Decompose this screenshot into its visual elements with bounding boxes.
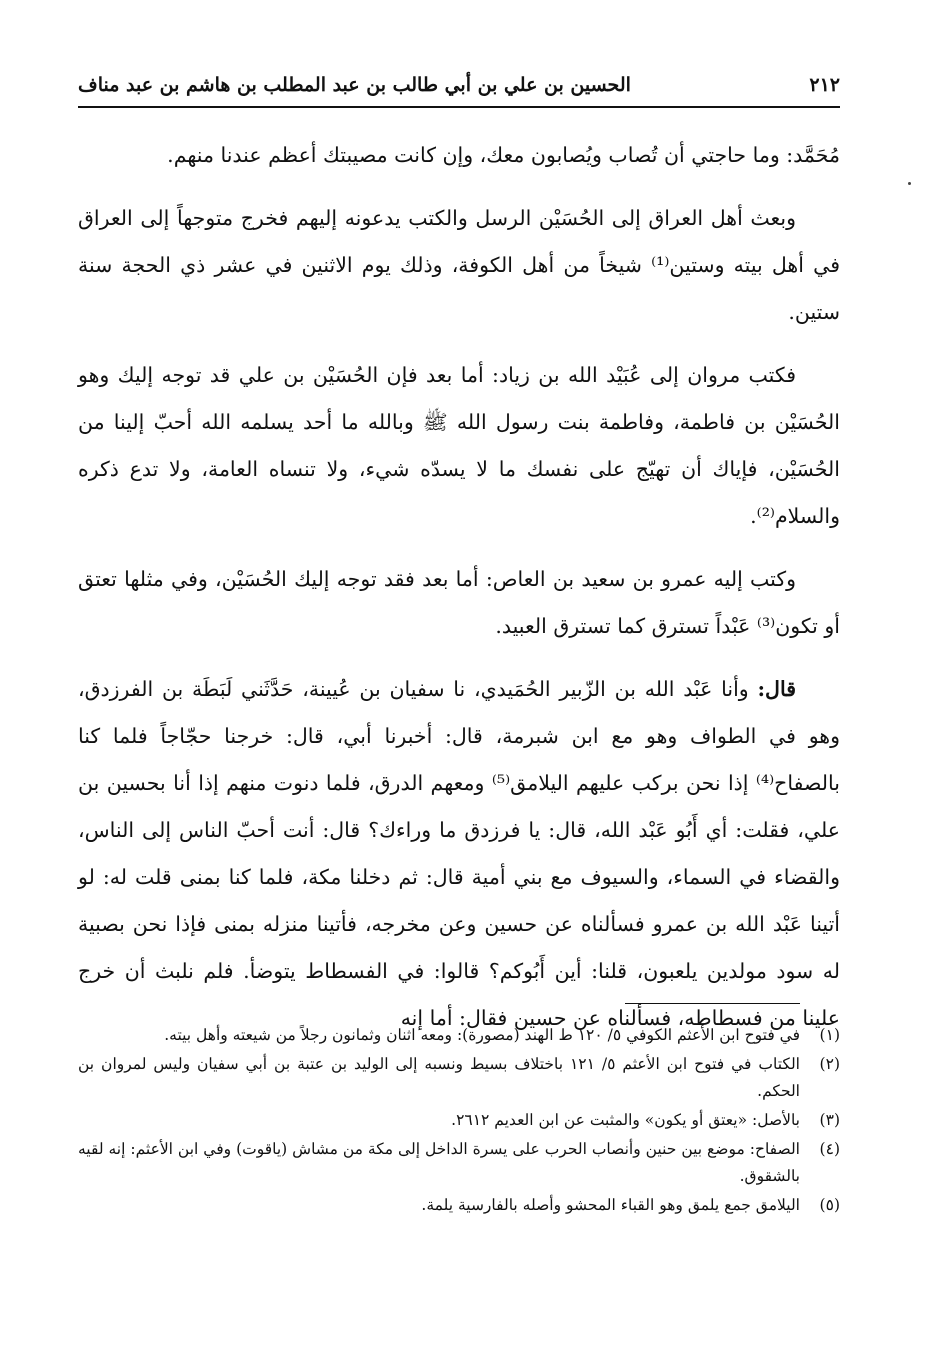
footnote-number: (٢) (819, 1055, 840, 1073)
footnote (78, 1136, 840, 1190)
page-number: ٢١٢ (809, 74, 840, 96)
footnote-text: الكتاب في فتوح ابن الأعثم ٥/ ١٢١ باختلاف بسيط ونسبه إلى الوليد بن عتبة بن أبي سفيان وليس لمروان بن الحكم. (78, 1055, 800, 1100)
main-text (78, 132, 840, 1058)
footnote (78, 1022, 840, 1049)
margin-speck (908, 182, 911, 185)
footnote-number: (٤) (819, 1140, 840, 1158)
footnote-text: اليلامق جمع يلمق وهو القباء المحشو وأصله بالفارسية يلمة. (421, 1196, 800, 1214)
paragraph-5-text: وأنا عَبْد الله بن الزّبير الحُمَيدي، نا سفيان بن عُيينة، حَدَّثَني لَبَطَة بن الفرزدق، وهو في الطواف وهو مع ابن شبرمة، قال: أخبرنا أبي، قال: خرجنا حجّاجاً فلما كنا بالصفاح⁽⁴⁾ إذا نحن بركب عليهم اليلامق⁽⁵⁾ ومعهم الدرق، فلما دنوت منهم إذا أنا بحسين بن علي، فقلت: أي أَبُو عَبْد الله، قال: يا فرزدق ما وراءك؟ قال: أنت أحبّ الناس إلى الناس، والقضاء في السماء، والسيوف مع بني أمية قال: ثم دخلنا مكة، فلما كنا بمنى قلت له: لو أتينا عَبْد الله بن عمرو فسألناه عن حسين وعن مخرجه، فأتينا منزله بمنى فإذا نحن بصبية له سود مولدين يلعبون، قلنا: أين أَبُوكم؟ قالوا: في الفسطاط يتوضأ. فلم نلبث أن خرج علينا من فسطاطه، فسألناه عن حسين فقال: أما إنه (78, 677, 840, 1030)
footnote (78, 1051, 840, 1105)
footnote (78, 1192, 840, 1219)
footnote-number: (٥) (819, 1196, 840, 1214)
footnote-text: بالأصل: «يعتق أو يكون» والمثبت عن ابن العديم ٢٦١٢. (451, 1111, 800, 1129)
footnote-number: (١) (819, 1026, 840, 1044)
paragraph-4: وكتب إليه عمرو بن سعيد بن العاص: أما بعد فقد توجه إليك الحُسَيْن، وفي مثلها تعتق أو تكون⁽³⁾ عَبْداً تسترق كما تسترق العبيد. (78, 567, 840, 638)
header-rule (78, 106, 840, 108)
paragraph-2: وبعث أهل العراق إلى الحُسَيْن الرسل والكتب يدعونه إليهم فخرج متوجهاً إلى العراق في أهل بيته وستين⁽¹⁾ شيخاً من أهل الكوفة، وذلك يوم الاثنين في عشر ذي الحجة سنة ستين. (78, 206, 841, 324)
running-title: الحسين بن علي بن أبي طالب بن عبد المطلب بن هاشم بن عبد مناف (78, 74, 631, 96)
paragraph-5 (78, 666, 840, 1042)
paragraph-5-lead: قال: (757, 677, 796, 701)
paragraph-1: مُحَمَّد: وما حاجتي أن تُصاب ويُصابون معك، وإن كانت مصيبتك أعظم عندنا منهم. (167, 143, 840, 167)
footnote (78, 1107, 840, 1134)
footnote-text: الصفاح: موضع بين حنين وأنصاب الحرب على يسرة الداخل إلى مكة من مشاش (ياقوت) وفي ابن الأعثم: إنه لقيه بالشقوق. (78, 1140, 800, 1185)
paragraph-3: فكتب مروان إلى عُبَيْد الله بن زياد: أما بعد فإن الحُسَيْن بن علي قد توجه إليك وهو الحُسَيْن بن فاطمة، وفاطمة بنت رسول الله ﷺ وبالله ما أحد يسلمه الله أحبّ إلينا من الحُسَيْن، فإياك أن تهيّج على نفسك ما لا يسدّه شيء، ولا تنساه العامة، ولا تدع ذكره والسلام⁽²⁾. (78, 363, 840, 528)
footnote-number: (٣) (819, 1111, 840, 1129)
footnote-text: في فتوح ابن الأعثم الكوفي ٥/ ١٢٠ ط الهند (مصورة): ومعه اثنان وثمانون رجلاً من شيعته وأهل بيته. (164, 1026, 800, 1044)
footnotes (78, 1022, 840, 1221)
footnote-separator (625, 1003, 800, 1004)
page-header (78, 66, 840, 104)
